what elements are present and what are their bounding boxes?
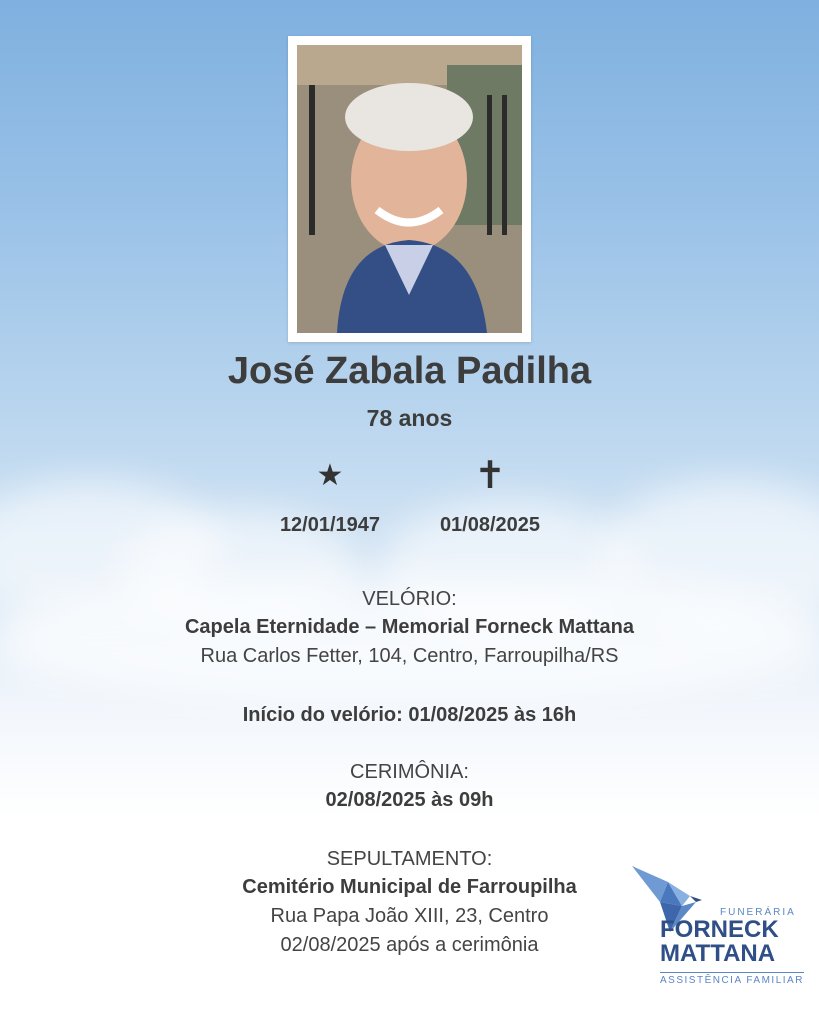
sepultamento-place: Cemitério Municipal de Farroupilha	[242, 876, 577, 898]
velorio-place: Capela Eternidade – Memorial Forneck Mattana	[184, 616, 635, 638]
logo-tagline-text: ASSISTÊNCIA FAMILIAR	[660, 972, 804, 986]
sepultamento-when: 02/08/2025 após a cerimônia	[280, 934, 539, 956]
sepultamento-address: Rua Papa João XIII, 23, Centro	[270, 905, 549, 927]
velorio-address: Rua Carlos Fetter, 104, Centro, Farroupilha/RS	[200, 645, 619, 667]
logo-mattana-text: MATTANA	[660, 940, 776, 967]
portrait-illustration	[297, 45, 522, 333]
logo-forneck-text: FORNECK	[660, 916, 779, 943]
cerimonia-when: 02/08/2025 às 09h	[325, 789, 494, 811]
deceased-name: José Zabala Padilha	[227, 350, 592, 392]
star-icon: ★	[316, 459, 344, 492]
velorio-start: Início do velório: 01/08/2025 às 16h	[242, 704, 577, 726]
deceased-age: 78 anos	[366, 405, 453, 431]
cerimonia-heading: CERIMÔNIA:	[350, 761, 469, 783]
cross-icon: ✝	[474, 455, 506, 497]
portrait-photo	[297, 45, 522, 333]
birth-date: 12/01/1947	[279, 514, 381, 536]
death-date: 01/08/2025	[439, 514, 541, 536]
logo-funeraria-text: FUNERÁRIA	[720, 907, 796, 918]
portrait-frame	[288, 36, 531, 342]
sepultamento-heading: SEPULTAMENTO:	[326, 848, 493, 870]
velorio-heading: VELÓRIO:	[362, 588, 457, 610]
